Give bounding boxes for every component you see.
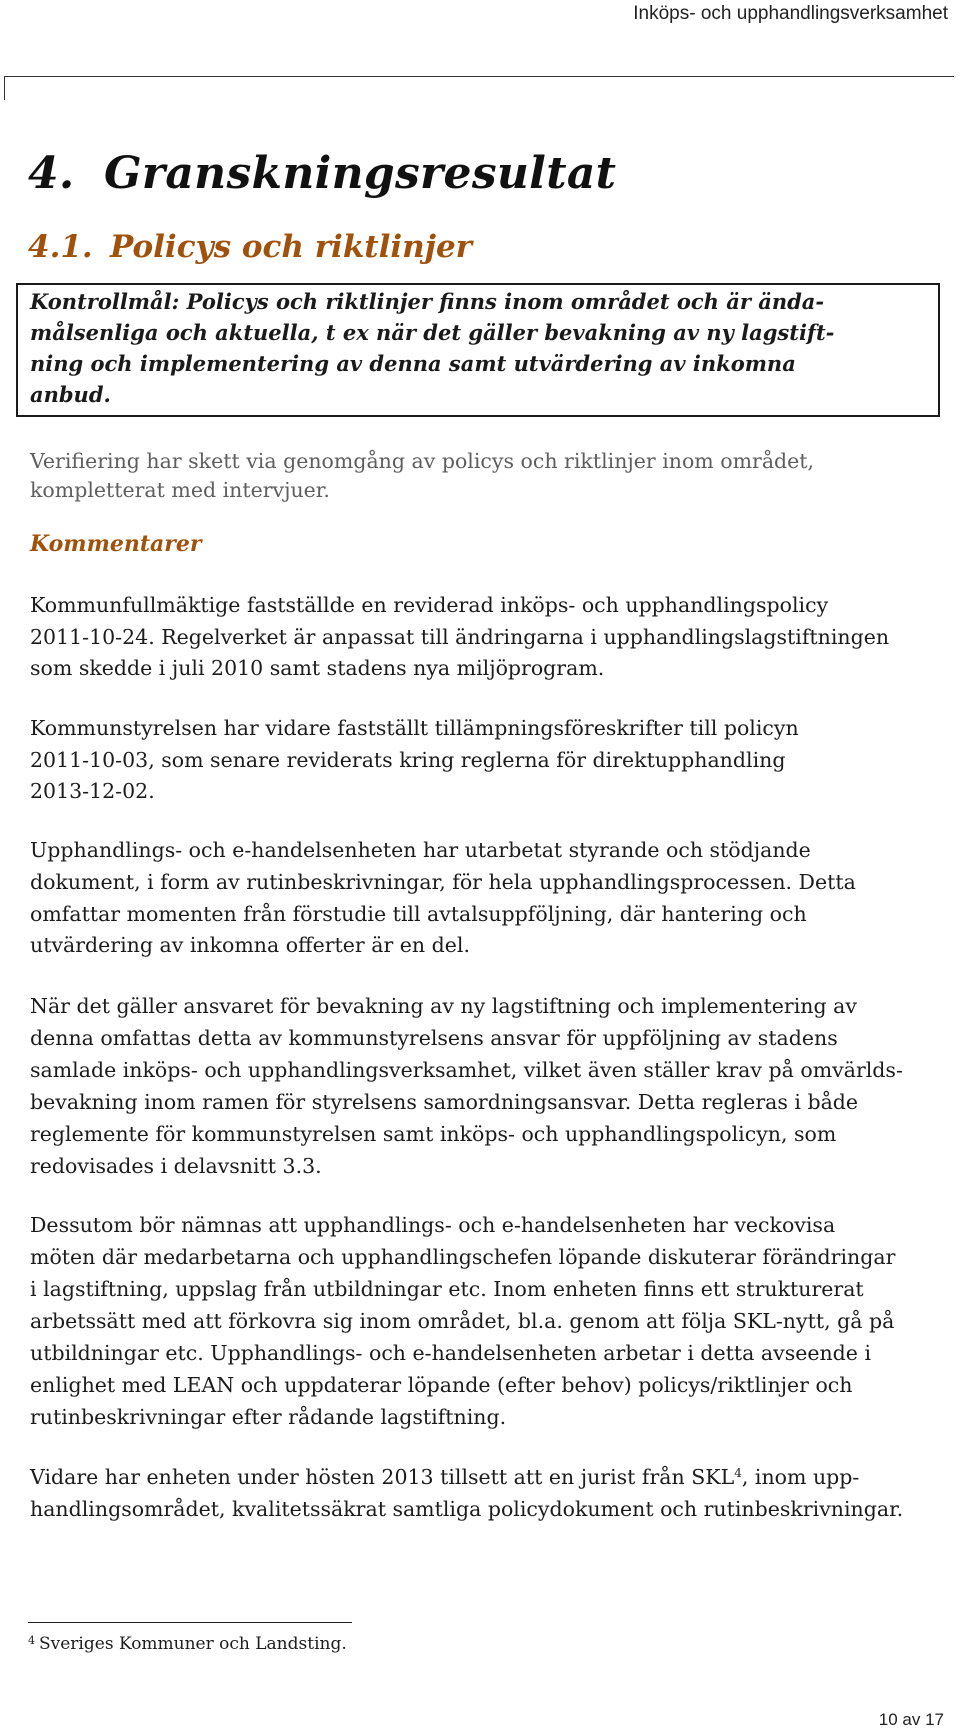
paragraph-line: som skedde i juli 2010 samt stadens nya miljöprogram. bbox=[30, 656, 605, 680]
footnote bbox=[28, 1634, 347, 1654]
paragraph-line: reglemente för kommunstyrelsen samt inköps- och upphandlingspolicyn, som bbox=[30, 1122, 837, 1146]
paragraph-line: Upphandlings- och e-handelsenheten har utarbetat styrande och stödjande bbox=[30, 838, 811, 862]
paragraph-line: rutinbeskrivningar efter rådande lagstiftning. bbox=[30, 1405, 507, 1429]
paragraph-line: Dessutom bör nämnas att upphandlings- och e-handelsenheten har veckovisa bbox=[30, 1213, 836, 1237]
paragraph-line: 2011-10-03, som senare reviderats kring reglerna för direktupphandling bbox=[30, 748, 786, 772]
paragraph-line: redovisades i delavsnitt 3.3. bbox=[30, 1154, 322, 1178]
paragraph-line: omfattar momenten från förstudie till avtalsuppföljning, där hantering och bbox=[30, 902, 807, 926]
control-objective-line: ning och implementering av denna samt utvärdering av inkomna bbox=[30, 351, 796, 376]
paragraph-line bbox=[30, 1465, 859, 1489]
control-objective-line: anbud. bbox=[30, 382, 111, 407]
control-objective-line: målsenliga och aktuella, t ex när det gäller bevakning av ny lagstift- bbox=[30, 320, 835, 345]
paragraph-line: dokument, i form av rutinbeskrivningar, för hela upphandlingsprocessen. Detta bbox=[30, 870, 856, 894]
paragraph-text: , inom upp- bbox=[741, 1465, 860, 1489]
comments-heading: Kommentarer bbox=[30, 531, 202, 557]
paragraph-line: När det gäller ansvaret för bevakning av ny lagstiftning och implementering av bbox=[30, 994, 857, 1018]
paragraph-line: handlingsområdet, kvalitetssäkrat samtliga policydokument och rutinbeskrivningar. bbox=[30, 1497, 904, 1521]
header-rule bbox=[4, 76, 954, 77]
header-rule-tick bbox=[4, 76, 5, 100]
paragraph-line: bevakning inom ramen för styrelsens samordningsansvar. Detta regleras i både bbox=[30, 1090, 859, 1114]
subsection-number: 4.1. bbox=[28, 229, 93, 265]
paragraph-line: enlighet med LEAN och uppdaterar löpande (efter behov) policys/riktlinjer och bbox=[30, 1373, 853, 1397]
control-objective-line: Kontrollmål: Policys och riktlinjer finns inom området och är ända- bbox=[30, 289, 825, 314]
paragraph-line: i lagstiftning, uppslag från utbildningar etc. Inom enheten finns ett strukturerat bbox=[30, 1277, 864, 1301]
paragraph-line: möten där medarbetarna och upphandlingschefen löpande diskuterar förändringar bbox=[30, 1245, 896, 1269]
paragraph-text: Vidare har enheten under hösten 2013 tillsett att en jurist från SKL bbox=[30, 1465, 735, 1489]
paragraph-line: samlade inköps- och upphandlingsverksamhet, vilket även ställer krav på omvärlds- bbox=[30, 1058, 903, 1082]
paragraph-line: denna omfattas detta av kommunstyrelsens ansvar för uppföljning av stadens bbox=[30, 1026, 838, 1050]
verification-line: kompletterat med intervjuer. bbox=[30, 478, 330, 502]
footnote-reference[interactable]: 4 bbox=[734, 1466, 742, 1480]
paragraph-line: Kommunfullmäktige fastställde en reviderad inköps- och upphandlingspolicy bbox=[30, 593, 829, 617]
section-heading bbox=[28, 148, 616, 199]
section-title: Granskningsresultat bbox=[104, 148, 617, 199]
verification-line: Verifiering har skett via genomgång av policys och riktlinjer inom området, bbox=[30, 449, 815, 473]
paragraph-line: utbildningar etc. Upphandlings- och e-handelsenheten arbetar i detta avseende i bbox=[30, 1341, 872, 1365]
paragraph-line: 2013-12-02. bbox=[30, 779, 155, 803]
footnote-separator bbox=[28, 1622, 352, 1623]
page-number: 10 av 17 bbox=[878, 1710, 944, 1729]
section-number: 4. bbox=[28, 148, 75, 199]
paragraph-line: Kommunstyrelsen har vidare fastställt tillämpningsföreskrifter till policyn bbox=[30, 716, 799, 740]
subsection-heading bbox=[28, 229, 472, 265]
paragraph-line: arbetssätt med att förkovra sig inom området, bl.a. genom att följa SKL-nytt, gå på bbox=[30, 1309, 895, 1333]
running-header: Inköps- och upphandlingsverksamhet bbox=[633, 3, 948, 24]
footnote-marker: 4 bbox=[28, 1634, 35, 1647]
paragraph-line: 2011-10-24. Regelverket är anpassat till ändringarna i upphandlingslagstiftningen bbox=[30, 625, 890, 649]
footnote-text: Sveriges Kommuner och Landsting. bbox=[39, 1634, 347, 1654]
subsection-title: Policys och riktlinjer bbox=[110, 229, 472, 265]
paragraph-line: utvärdering av inkomna offerter är en del. bbox=[30, 933, 470, 957]
